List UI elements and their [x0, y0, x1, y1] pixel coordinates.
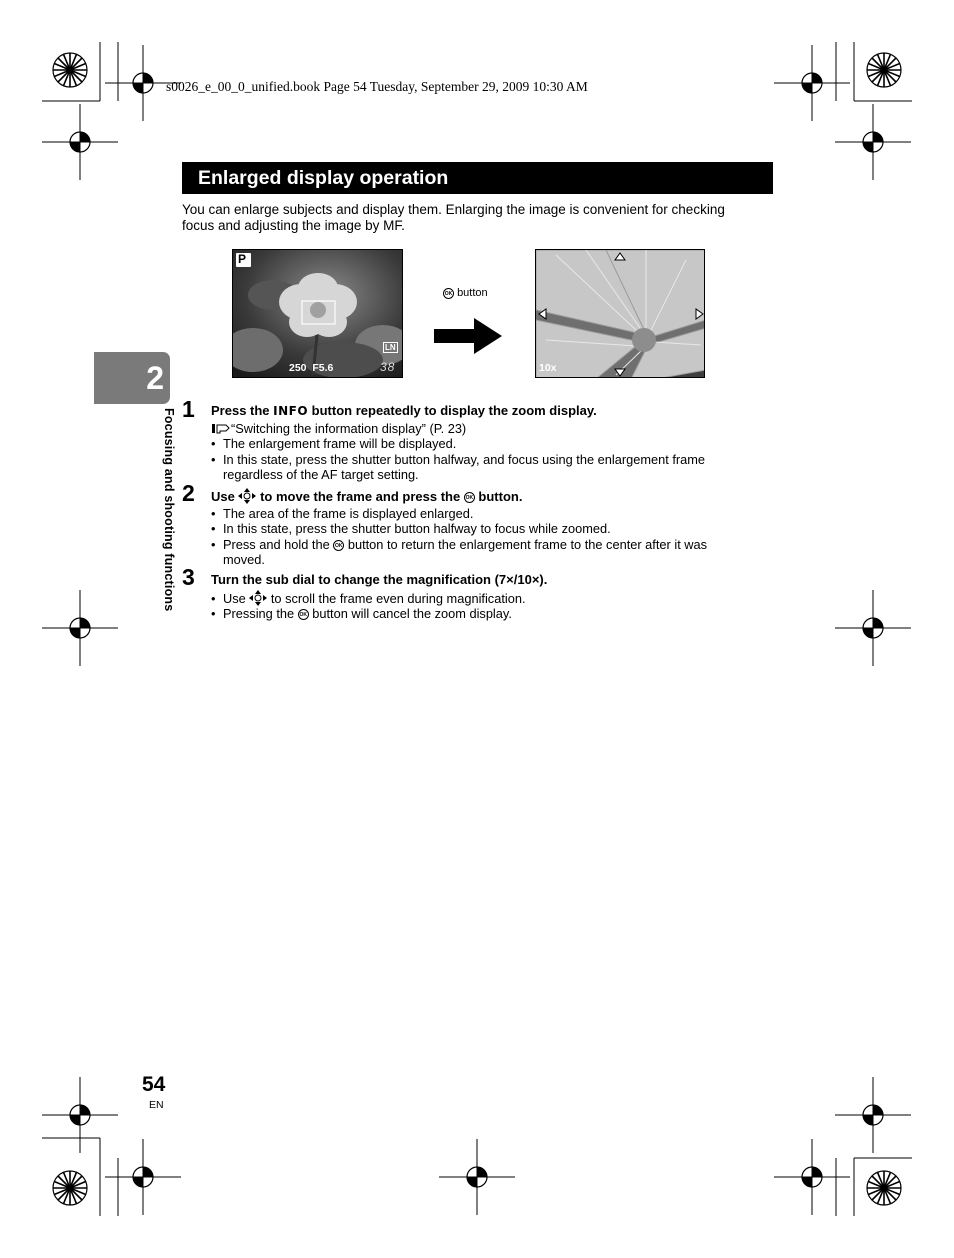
- ok-label-text: button: [457, 287, 488, 299]
- list-item: • Pressing the OK button will cancel the zoom display.: [211, 606, 512, 621]
- ok-button-label: [443, 287, 488, 299]
- camera-screen-zoomed: [535, 249, 705, 378]
- step-1-bullet-1: The enlargement frame will be displayed.: [223, 436, 457, 451]
- flower-photo-normal: [233, 250, 403, 378]
- step-2-bullet-2: In this state, press the shutter button halfway to focus while zoomed.: [223, 521, 611, 536]
- list-item: • The enlargement frame will be displayed.: [211, 436, 457, 451]
- list-item: • The area of the frame is displayed enlarged.: [211, 506, 474, 521]
- quality-indicator: LN: [385, 343, 396, 352]
- chapter-tab: 2: [94, 352, 170, 404]
- step-3-bullet-2-post: button will cancel the zoom display.: [308, 606, 512, 621]
- step-1-title: [211, 403, 597, 418]
- step-1-title-post: button repeatedly to display the zoom display.: [308, 403, 597, 418]
- ok-icon: OK: [464, 492, 475, 503]
- page-reference-icon: [212, 422, 231, 433]
- step-1-number: 1: [182, 396, 195, 422]
- ok-icon: OK: [298, 609, 309, 620]
- list-item: • In this state, press the shutter button halfway to focus while zoomed.: [211, 521, 611, 536]
- shutter-aperture-readout: 250 F5.6: [289, 362, 334, 374]
- list-item-continuation: [223, 552, 265, 568]
- step-1-bullet-2-cont: regardless of the AF target setting.: [223, 467, 419, 482]
- arrow-pad-icon: [238, 488, 256, 507]
- intro-text: [182, 202, 782, 234]
- list-item: • Press and hold the OK button to return the enlargement frame to the center after it was: [211, 537, 708, 552]
- step-1-reference: [212, 421, 466, 437]
- step-3-title: Turn the sub dial to change the magnification (7×/10×).: [211, 572, 548, 587]
- list-item-continuation: [223, 467, 419, 483]
- intro-line-2: focus and adjusting the image by MF.: [182, 218, 405, 233]
- step-2-bullet-3-pre: Press and hold the: [223, 537, 334, 552]
- page-language: EN: [149, 1099, 164, 1111]
- step-2-bullet-3-post: button to return the enlargement frame to the center after it was: [344, 537, 708, 552]
- step-2-title: [211, 488, 522, 507]
- step-2-number: 2: [182, 480, 195, 506]
- intro-line-1: You can enlarge subjects and display them. Enlarging the image is convenient for checking: [182, 202, 725, 217]
- ok-icon: OK: [443, 288, 454, 299]
- step-3-bullet-1-pre: Use: [223, 591, 250, 607]
- step-2-bullet-1: The area of the frame is displayed enlarged.: [223, 506, 474, 521]
- book-info-header: s0026_e_00_0_unified.book Page 54 Tuesday, September 29, 2009 10:30 AM: [166, 79, 588, 94]
- shots-remaining: 38: [380, 360, 396, 374]
- section-title: Enlarged display operation: [182, 162, 773, 194]
- list-item: • Use to scroll the frame even during magnification.: [211, 590, 526, 610]
- list-item: • In this state, press the shutter button halfway, and focus using the enlargement frame: [211, 452, 706, 467]
- zoom-level-readout: 10x: [539, 362, 557, 374]
- step-2-title-post: button.: [474, 488, 523, 504]
- step-3-number: 3: [182, 564, 195, 590]
- arrow-right-icon: [434, 318, 504, 354]
- ok-icon: OK: [333, 540, 344, 551]
- chapter-side-label: Focusing and shooting functions: [162, 408, 176, 612]
- step-2-title-pre: Use: [211, 488, 239, 504]
- info-key: INFO: [273, 404, 309, 418]
- step-1-reference-text: “Switching the information display” (P. 23): [231, 421, 467, 436]
- step-2-title-mid: to move the frame and press the: [256, 488, 464, 504]
- step-3-bullet-2-pre: Pressing the: [223, 606, 298, 621]
- step-3-bullet-1-post: to scroll the frame even during magnification.: [267, 591, 526, 607]
- camera-screen-normal: [232, 249, 403, 378]
- flower-photo-zoomed: [536, 250, 705, 378]
- page-number: 54: [142, 1073, 166, 1096]
- step-1-bullet-2: In this state, press the shutter button halfway, and focus using the enlargement frame: [223, 452, 706, 467]
- step-1-title-pre: Press the: [211, 403, 274, 418]
- step-2-bullet-3-cont: moved.: [223, 552, 265, 567]
- shooting-mode-p: P: [238, 252, 247, 266]
